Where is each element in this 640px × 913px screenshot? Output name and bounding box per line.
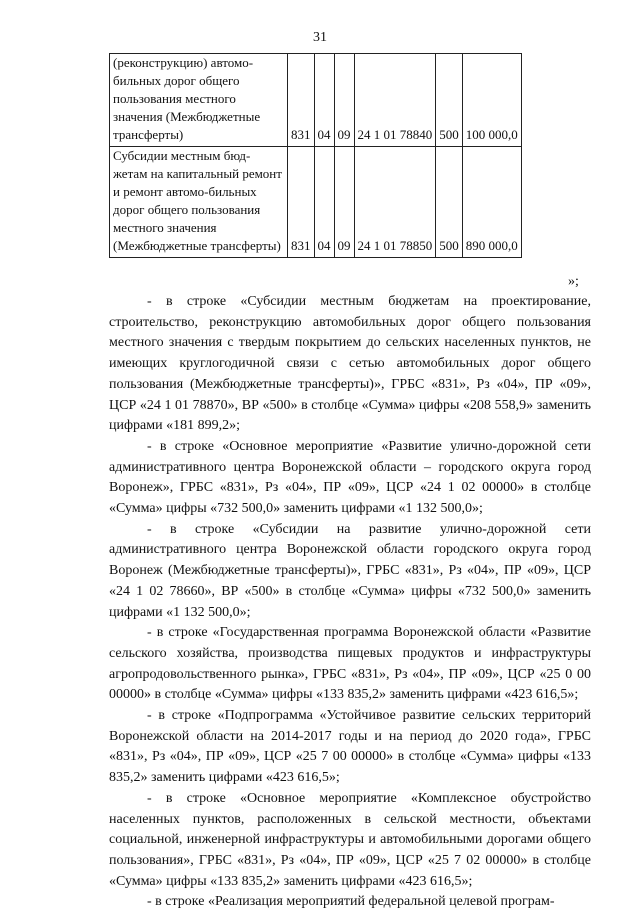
vr-cell: 500	[436, 147, 463, 258]
pr-cell: 09	[334, 147, 354, 258]
amendments-text	[109, 292, 591, 913]
grbs-cell: 831	[288, 147, 315, 258]
paragraph: - в строке «Подпрограмма «Устойчивое развитие сельских территорий Воронежской области на 2014-2017 годы и на период до 2020 года», ГРБС «831», Рз «04», ПР «09», ЦСР «25 7 00 00000» в столбце «Сумма» цифры «133 835,2» заменить цифрами «423 616,5»;	[109, 708, 591, 786]
paragraph: - в строке «Государственная программа Воронежской области «Развитие сельского хозяйства, производства пищевых продуктов и инфраструктуры агропродовольственного рынка», ГРБС «831», Рз «04», ПР «09», ЦСР «25 0 00 00000» в столбце «Сумма» цифры «133 835,2» заменить цифрами «423 616,5»;	[109, 625, 591, 703]
table-closing-mark: »;	[568, 274, 579, 289]
table-row	[110, 147, 522, 258]
pr-cell: 09	[334, 54, 354, 147]
rz-cell: 04	[314, 54, 334, 147]
row-name-cell: Субсидии местным бюд-жетам на капитальный ремонт и ремонт автомо-бильных дорог общего пользования местного значения (Межбюджетные трансферты)	[110, 147, 288, 258]
paragraph: - в строке «Субсидии местным бюджетам на проектирование, строительство, реконструкцию автомобильных дорог общего пользования местного значения с твердым покрытием до сельских населенных пунктов, не имеющих круглогодичной связи с сетью автомобильных дорог общего пользования (Межбюджетные трансферты)», ГРБС «831», Рз «04», ПР «09», ЦСР «24 1 01 78870», ВР «500» в столбце «Сумма» цифры «208 558,9» заменить цифрами «181 899,2»;	[109, 294, 591, 434]
budget-table	[109, 53, 522, 258]
paragraph: - в строке «Реализация мероприятий федеральной целевой програм-	[147, 894, 555, 910]
row-name-cell: (реконструкцию) автомо-бильных дорог общего пользования местного значения (Межбюджетные трансферты)	[110, 54, 288, 147]
vr-cell: 500	[436, 54, 463, 147]
page-number: 31	[313, 30, 327, 45]
paragraph: - в строке «Субсидии на развитие улично-дорожной сети административного центра Воронежской области городского округа город Воронеж (Межбюджетные трансферты)», ГРБС «831», Рз «04», ПР «09», ЦСР «24 1 02 78660», ВР «500» в столбце «Сумма» цифры «732 500,0» заменить цифрами «1 132 500,0»;	[109, 521, 591, 620]
paragraph: - в строке «Основное мероприятие «Комплексное обустройство населенных пунктов, расположенных в сельской местности, объектами социальной, инженерной инфраструктуры и автомобильными дорогами общего пользования», ГРБС «831», Рз «04», ПР «09», ЦСР «25 7 02 00000» в столбце «Сумма» цифры «133 835,2» заменить цифрами «423 616,5»;	[109, 790, 591, 889]
csr-cell: 24 1 01 78840	[354, 54, 436, 147]
amount-cell: 100 000,0	[462, 54, 521, 147]
amount-cell: 890 000,0	[462, 147, 521, 258]
csr-cell: 24 1 01 78850	[354, 147, 436, 258]
paragraph: - в строке «Основное мероприятие «Развитие улично-дорожной сети административного центра Воронежской области – городского округа город Воронеж», ГРБС «831», Рз «04», ПР «09», ЦСР «24 1 02 00000» в столбце «Сумма» цифры «732 500,0» заменить цифрами «1 132 500,0»;	[109, 438, 591, 517]
rz-cell: 04	[314, 147, 334, 258]
table-row	[110, 54, 522, 147]
grbs-cell: 831	[288, 54, 315, 147]
